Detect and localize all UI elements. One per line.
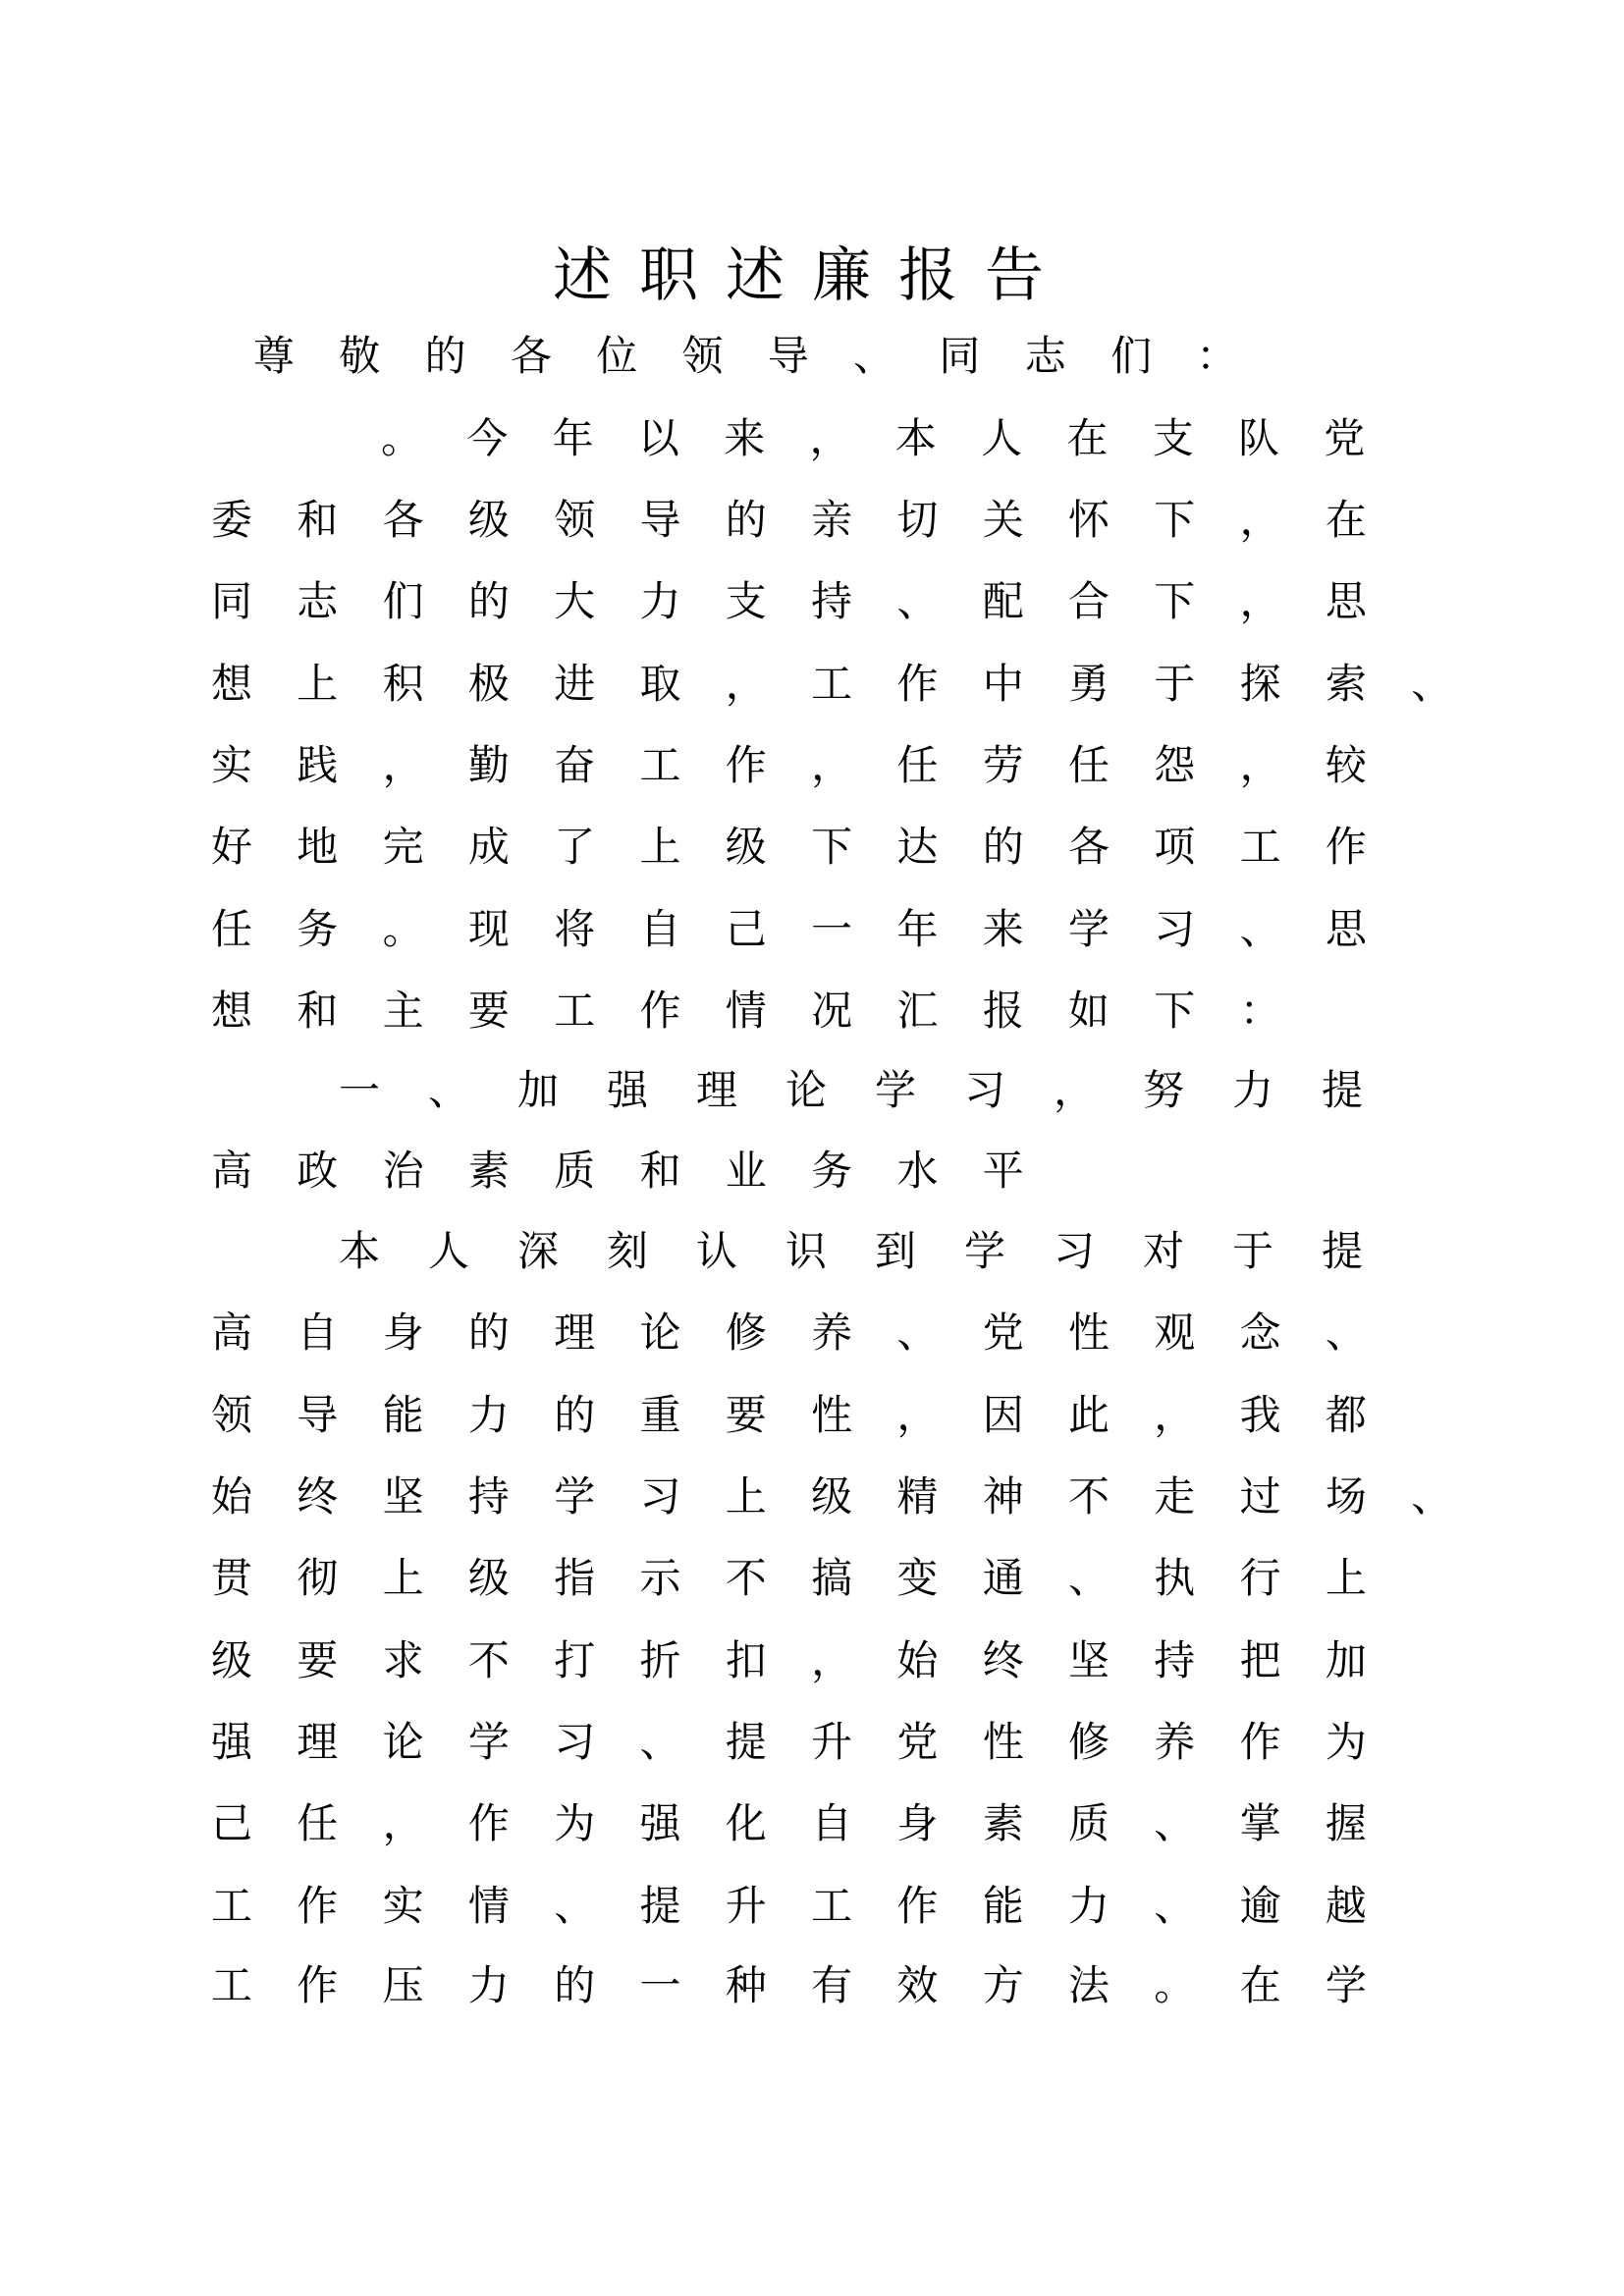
body-line: 想上积极进取，工作中勇于探索、 [211, 660, 1497, 708]
section-heading-line: 高政治素质和业务水平 [211, 1147, 1069, 1195]
body-line: 贯彻上级指示不搞变通、执行上 [211, 1554, 1412, 1602]
body-line: 。今年以来，本人在支队党 [381, 414, 1410, 462]
body-line: 同志们的大力支持、配合下，思 [211, 577, 1412, 625]
body-line: 好地完成了上级下达的各项工作 [211, 823, 1412, 871]
body-line: 工作实情、提升工作能力、逾越 [211, 1882, 1412, 1930]
section-heading-line: 一、加强理论学习，努力提 [339, 1066, 1412, 1114]
greeting-line: 尊敬的各位领导、同志们： [253, 332, 1282, 380]
body-line: 领导能力的重要性，因此，我都 [211, 1391, 1412, 1439]
body-line: 本人深刻认识到学习对于提 [339, 1227, 1412, 1275]
body-line: 高自身的理论修养、党性观念、 [211, 1308, 1412, 1357]
body-line: 实践，勤奋工作，任劳任怨，较 [211, 741, 1412, 789]
body-line: 想和主要工作情况汇报如下： [211, 987, 1326, 1035]
body-line: 己任，作为强化自身素质、掌握 [211, 1799, 1412, 1847]
body-line: 任务。现将自己一年来学习、思 [211, 905, 1412, 953]
body-line: 强理论学习、提升党性修养作为 [211, 1718, 1412, 1766]
body-line: 级要求不打折扣，始终坚持把加 [211, 1636, 1412, 1684]
body-line: 委和各级领导的亲切关怀下，在 [211, 496, 1412, 544]
body-line: 工作压力的一种有效方法。在学 [211, 1961, 1412, 2009]
document-title: 述职述廉报告 [553, 241, 1071, 310]
body-line: 始终坚持学习上级精神不走过场、 [211, 1472, 1497, 1521]
